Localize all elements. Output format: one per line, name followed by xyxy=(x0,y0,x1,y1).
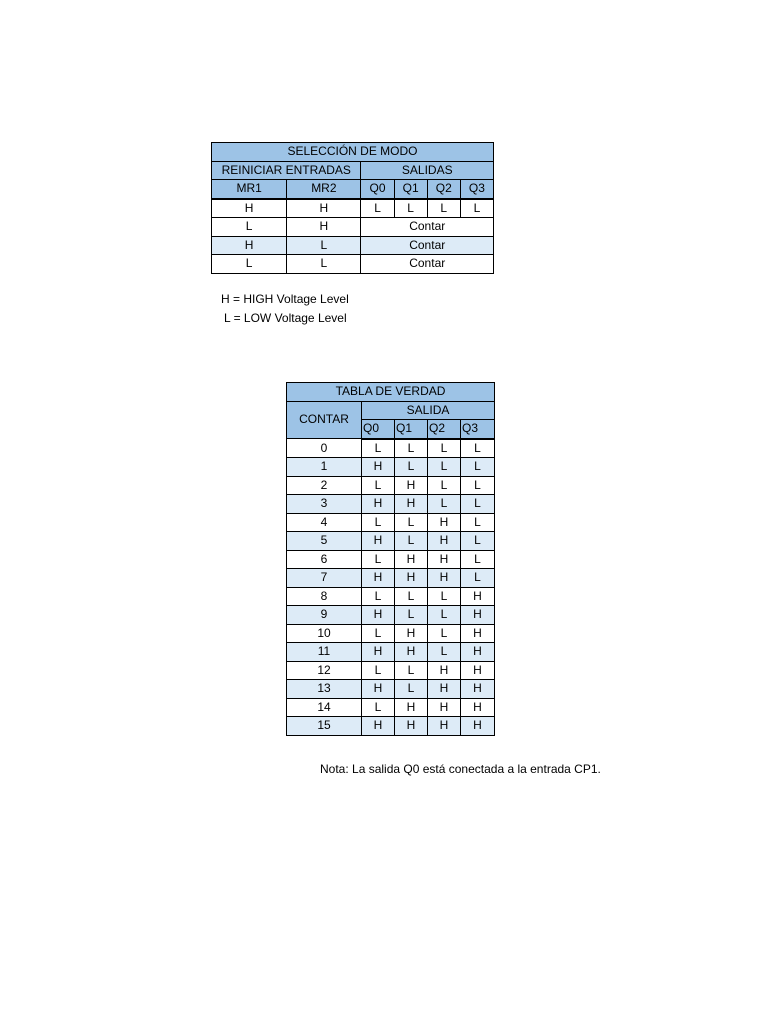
q3-cell: H xyxy=(461,624,495,643)
table-row xyxy=(287,643,495,662)
q0-cell: L xyxy=(362,698,395,717)
q3-cell: L xyxy=(461,439,495,458)
count-cell: 14 xyxy=(287,698,362,717)
table-row xyxy=(287,550,495,569)
count-cell: 9 xyxy=(287,606,362,625)
q2-cell: L xyxy=(428,476,461,495)
q0-cell: L xyxy=(362,587,395,606)
q1-cell: H xyxy=(395,717,428,736)
q0-cell: H xyxy=(362,532,395,551)
q2-cell: H xyxy=(428,661,461,680)
q1-cell: H xyxy=(395,550,428,569)
count-cell: 10 xyxy=(287,624,362,643)
q0-cell: H xyxy=(362,606,395,625)
mr2-cell: L xyxy=(287,255,361,274)
q2-cell: L xyxy=(427,199,460,218)
table-row xyxy=(287,587,495,606)
q1-cell: H xyxy=(395,624,428,643)
col-header-mr2: MR2 xyxy=(287,180,361,199)
q3-cell: L xyxy=(461,550,495,569)
q1-cell: L xyxy=(395,439,428,458)
q2-cell: H xyxy=(428,513,461,532)
count-header: CONTAR xyxy=(287,401,362,439)
table-row xyxy=(287,458,495,477)
table-row xyxy=(287,624,495,643)
q2-cell: L xyxy=(428,458,461,477)
truth-table xyxy=(286,382,495,736)
q0-cell: L xyxy=(362,439,395,458)
table-row xyxy=(287,476,495,495)
mr2-cell: L xyxy=(287,236,361,255)
mode-table-title: SELECCIÓN DE MODO xyxy=(212,143,494,162)
q1-cell: L xyxy=(395,606,428,625)
q2-cell: H xyxy=(428,550,461,569)
outputs-cell: Contar xyxy=(361,236,494,255)
q2-cell: H xyxy=(428,532,461,551)
q2-cell: H xyxy=(428,680,461,699)
q1-cell: L xyxy=(395,661,428,680)
q1-cell: L xyxy=(395,513,428,532)
q0-cell: H xyxy=(362,495,395,514)
legend-low: L = LOW Voltage Level xyxy=(224,311,347,325)
table-row xyxy=(287,495,495,514)
q1-cell: H xyxy=(395,643,428,662)
q0-cell: L xyxy=(361,199,394,218)
count-cell: 8 xyxy=(287,587,362,606)
count-cell: 4 xyxy=(287,513,362,532)
q3-cell: L xyxy=(461,513,495,532)
table-row xyxy=(287,680,495,699)
q3-cell: H xyxy=(461,587,495,606)
note-text: Nota: La salida Q0 está conectada a la entrada CP1. xyxy=(320,762,601,776)
mode-selection-table xyxy=(211,142,494,274)
q1-cell: H xyxy=(395,569,428,588)
col-header-q0: Q0 xyxy=(361,180,394,199)
q3-cell: H xyxy=(461,717,495,736)
count-cell: 2 xyxy=(287,476,362,495)
q2-cell: L xyxy=(428,587,461,606)
inputs-group-header: REINICIAR ENTRADAS xyxy=(212,161,361,180)
q3-cell: H xyxy=(461,661,495,680)
q1-cell: L xyxy=(395,680,428,699)
q1-cell: L xyxy=(395,458,428,477)
q2-cell: H xyxy=(428,698,461,717)
table-row xyxy=(212,199,494,218)
table-row xyxy=(287,513,495,532)
q2-cell: H xyxy=(428,569,461,588)
count-cell: 5 xyxy=(287,532,362,551)
legend-high: H = HIGH Voltage Level xyxy=(221,292,349,306)
table-row xyxy=(287,532,495,551)
table-row xyxy=(287,569,495,588)
q2-cell: L xyxy=(428,495,461,514)
q0-cell: L xyxy=(362,624,395,643)
mr1-cell: H xyxy=(212,199,287,218)
count-cell: 12 xyxy=(287,661,362,680)
q3-cell: L xyxy=(461,458,495,477)
col-header-mr1: MR1 xyxy=(212,180,287,199)
table-row xyxy=(287,698,495,717)
q2-cell: L xyxy=(428,606,461,625)
q1-cell: L xyxy=(394,199,427,218)
q2-cell: H xyxy=(428,717,461,736)
truth-table-title: TABLA DE VERDAD xyxy=(287,383,495,402)
count-cell: 11 xyxy=(287,643,362,662)
q3-cell: L xyxy=(461,476,495,495)
count-cell: 0 xyxy=(287,439,362,458)
outputs-cell: Contar xyxy=(361,255,494,274)
outputs-group-header: SALIDAS xyxy=(361,161,494,180)
q1-cell: H xyxy=(395,698,428,717)
q0-cell: L xyxy=(362,550,395,569)
outputs-cell: Contar xyxy=(361,218,494,237)
table-row xyxy=(287,661,495,680)
col-header-q1: Q1 xyxy=(395,420,428,439)
q0-cell: L xyxy=(362,661,395,680)
q2-cell: L xyxy=(428,643,461,662)
mr1-cell: L xyxy=(212,218,287,237)
count-cell: 3 xyxy=(287,495,362,514)
q3-cell: L xyxy=(461,495,495,514)
output-header: SALIDA xyxy=(362,401,495,420)
col-header-q3: Q3 xyxy=(460,180,493,199)
table-row xyxy=(212,236,494,255)
table-row xyxy=(287,439,495,458)
q1-cell: H xyxy=(395,495,428,514)
col-header-q3: Q3 xyxy=(461,420,495,439)
count-cell: 6 xyxy=(287,550,362,569)
q0-cell: H xyxy=(362,680,395,699)
q1-cell: L xyxy=(395,587,428,606)
q1-cell: H xyxy=(395,476,428,495)
q0-cell: H xyxy=(362,643,395,662)
count-cell: 13 xyxy=(287,680,362,699)
q0-cell: H xyxy=(362,717,395,736)
count-cell: 15 xyxy=(287,717,362,736)
table-row xyxy=(212,255,494,274)
mr1-cell: H xyxy=(212,236,287,255)
q3-cell: H xyxy=(461,643,495,662)
mr2-cell: H xyxy=(287,199,361,218)
col-header-q1: Q1 xyxy=(394,180,427,199)
q3-cell: L xyxy=(461,532,495,551)
table-row xyxy=(212,218,494,237)
mr1-cell: L xyxy=(212,255,287,274)
q0-cell: L xyxy=(362,476,395,495)
q3-cell: L xyxy=(461,569,495,588)
q2-cell: L xyxy=(428,624,461,643)
q1-cell: L xyxy=(395,532,428,551)
count-cell: 1 xyxy=(287,458,362,477)
q3-cell: H xyxy=(461,698,495,717)
col-header-q0: Q0 xyxy=(362,420,395,439)
table-row xyxy=(287,606,495,625)
col-header-q2: Q2 xyxy=(427,180,460,199)
q0-cell: H xyxy=(362,458,395,477)
q0-cell: H xyxy=(362,569,395,588)
q2-cell: L xyxy=(428,439,461,458)
count-cell: 7 xyxy=(287,569,362,588)
q3-cell: H xyxy=(461,680,495,699)
table-row xyxy=(287,717,495,736)
q3-cell: H xyxy=(461,606,495,625)
q3-cell: L xyxy=(460,199,493,218)
mr2-cell: H xyxy=(287,218,361,237)
q0-cell: L xyxy=(362,513,395,532)
col-header-q2: Q2 xyxy=(428,420,461,439)
